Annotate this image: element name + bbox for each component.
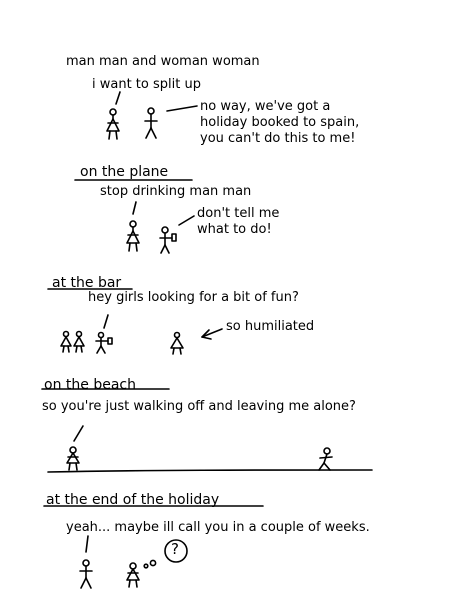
speech-pointer [74,426,83,441]
woman-figure [127,221,139,251]
woman-speech-stop-drinking: stop drinking man man [100,184,252,199]
man-walking-figure [319,448,332,470]
arrow-pointer [202,329,222,339]
beach-ground-line [48,470,372,472]
heading-on-the-beach: on the beach [44,377,136,393]
speech-line: no way, we've got a [200,99,331,114]
thought-question-mark: ? [171,540,179,558]
heading-at-the-bar: at the bar [52,275,122,291]
comic-title: man man and woman woman [66,54,260,69]
speech-pointer [133,202,136,214]
woman-figure [171,333,183,355]
man-figure [80,560,92,588]
speech-line: you can't do this to me! [200,131,356,146]
man-figure-with-drink [160,227,176,253]
speech-pointer [167,106,197,111]
woman-speech-split-up: i want to split up [92,77,201,92]
speech-line: don't tell me [197,206,280,221]
speech-line: what to do! [197,222,272,237]
woman-speech-humiliated: so humiliated [226,319,315,334]
woman-figure [127,563,139,587]
heading-on-the-plane: on the plane [80,164,169,180]
man-speech-call-you: yeah... maybe ill call you in a couple of weeks. [66,520,370,535]
woman-speech-walking-off: so you're just walking off and leaving me alone? [42,399,356,414]
thought-bubble-icon [144,540,187,568]
man-speech-no-way [200,99,359,147]
man-speech-hey-girls: hey girls looking for a bit of fun? [88,290,299,305]
speech-line: holiday booked to spain, [200,115,360,130]
heading-end-of-holiday: at the end of the holiday [46,492,220,508]
girl-figure [61,332,71,353]
girl-figure [74,332,84,353]
woman-figure [67,447,79,470]
man-speech-dont-tell-me [197,206,279,238]
speech-pointer [104,315,108,328]
woman-figure [107,109,119,139]
man-figure [145,108,157,138]
speech-pointer [86,536,88,552]
man-figure-with-drink [96,333,112,354]
speech-pointer [179,216,194,225]
speech-pointer [116,92,120,104]
